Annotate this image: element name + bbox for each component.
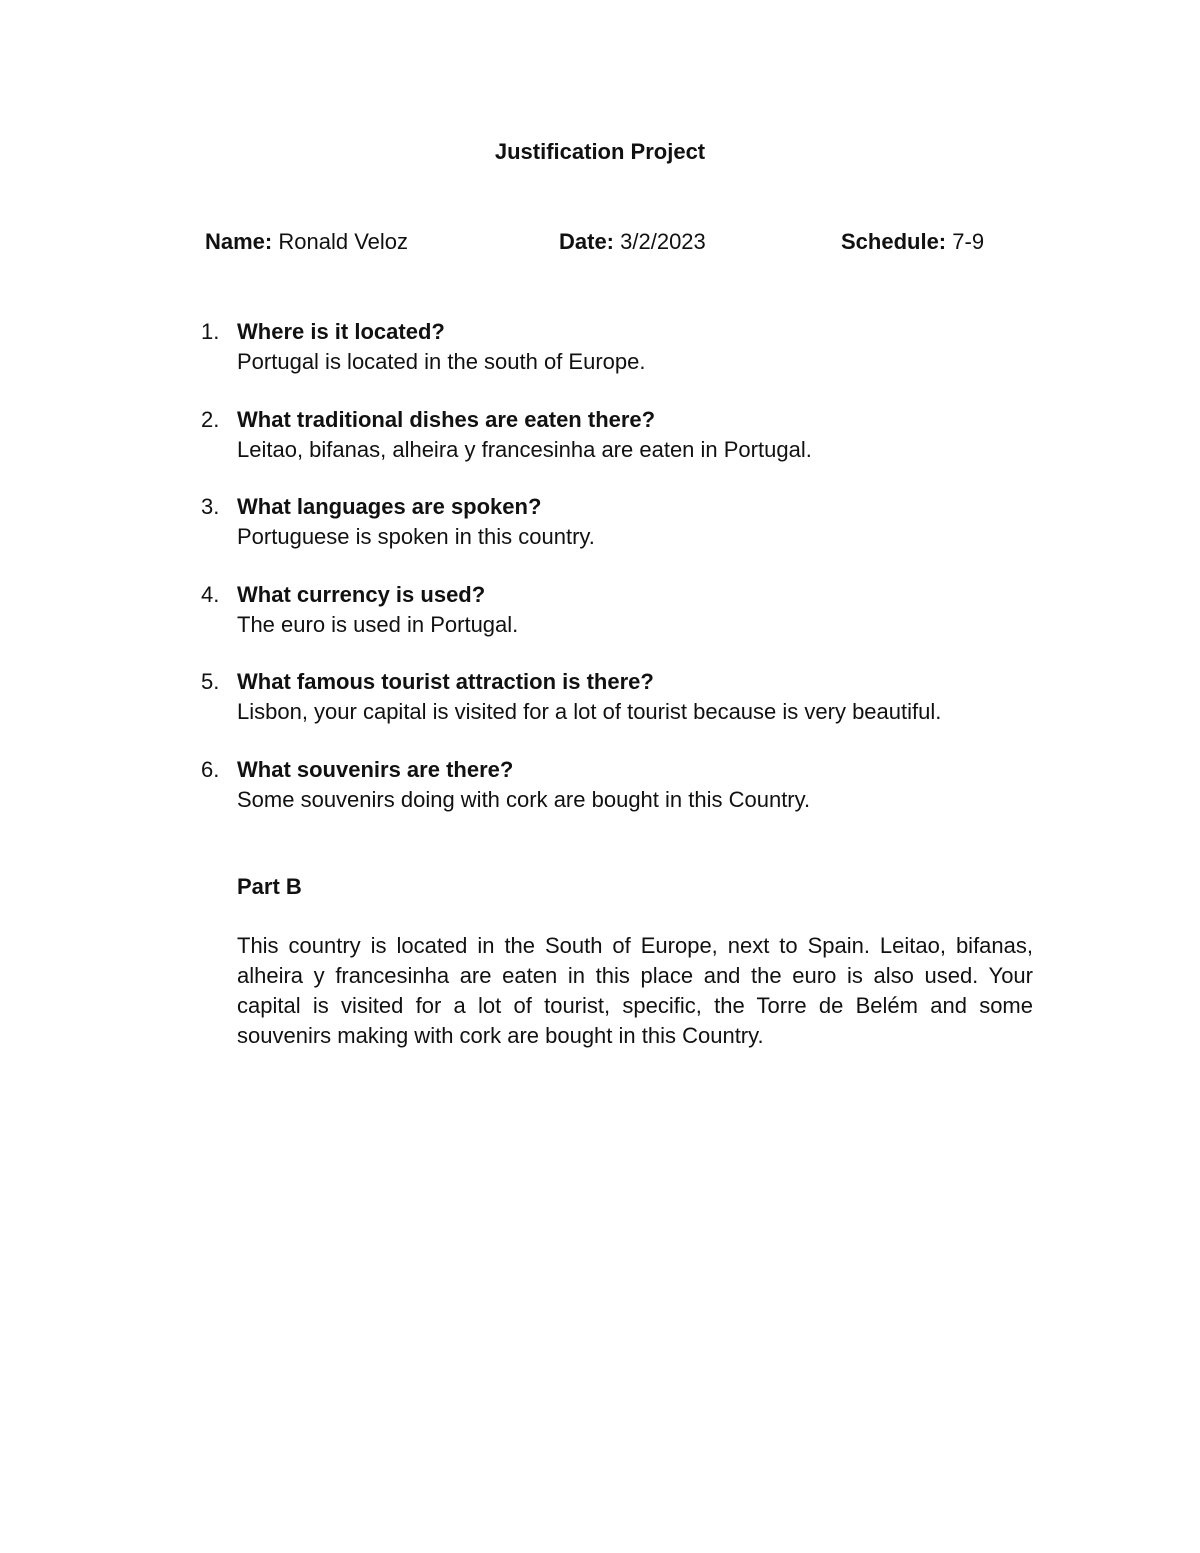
question-text: Where is it located? (237, 319, 445, 344)
question-answer: Portugal is located in the south of Europe. (237, 349, 646, 374)
question-number: 4. (201, 581, 220, 607)
question-text: What languages are spoken? (237, 494, 542, 519)
question-answer: Leitao, bifanas, alheira y francesinha are eaten in Portugal. (237, 436, 812, 462)
date-field (559, 227, 706, 257)
name-field (205, 227, 408, 257)
schedule-field (841, 227, 984, 257)
schedule-label: Schedule: (841, 229, 947, 254)
question-number: 5. (201, 669, 220, 694)
question-answer: Portuguese is spoken in this country. (237, 524, 595, 549)
question-number: 1. (201, 319, 220, 344)
document-title: Justification Project (494, 139, 706, 164)
question-text: What souvenirs are there? (237, 756, 514, 782)
question-item-1 (0, 317, 1200, 405)
date-label: Date: (559, 229, 615, 254)
question-item-5 (0, 667, 1200, 755)
question-text: What traditional dishes are eaten there? (237, 406, 656, 432)
part-b-paragraph: This country is located in the South of Europe, next to Spain. Leitao, bifanas, alheira y francesinha are eaten in this place and the euro is also used. Your capital is visited for a lot of tourist, specific, the Torre de Belém and some souvenirs making with cork are bought in this Country. (237, 933, 1033, 1048)
question-list (0, 317, 1200, 842)
question-number: 3. (201, 494, 220, 519)
question-answer: Some souvenirs doing with cork are bought in this Country. (237, 786, 811, 812)
schedule-value: 7-9 (952, 229, 985, 254)
question-number: 2. (201, 406, 220, 432)
question-answer: The euro is used in Portugal. (237, 611, 519, 637)
question-item-6 (0, 755, 1200, 843)
question-item-4 (0, 580, 1200, 668)
name-label: Name: (205, 229, 273, 254)
question-answer: Lisbon, your capital is visited for a lot of tourist because is very beautiful. (237, 699, 942, 724)
question-item-2 (0, 405, 1200, 493)
question-text: What famous tourist attraction is there? (237, 669, 654, 694)
name-value: Ronald Veloz (278, 229, 409, 254)
question-number: 6. (201, 756, 220, 782)
part-b-heading: Part B (237, 874, 302, 899)
question-item-3 (0, 492, 1200, 580)
date-value: 3/2/2023 (620, 229, 706, 254)
question-text: What currency is used? (237, 581, 486, 607)
